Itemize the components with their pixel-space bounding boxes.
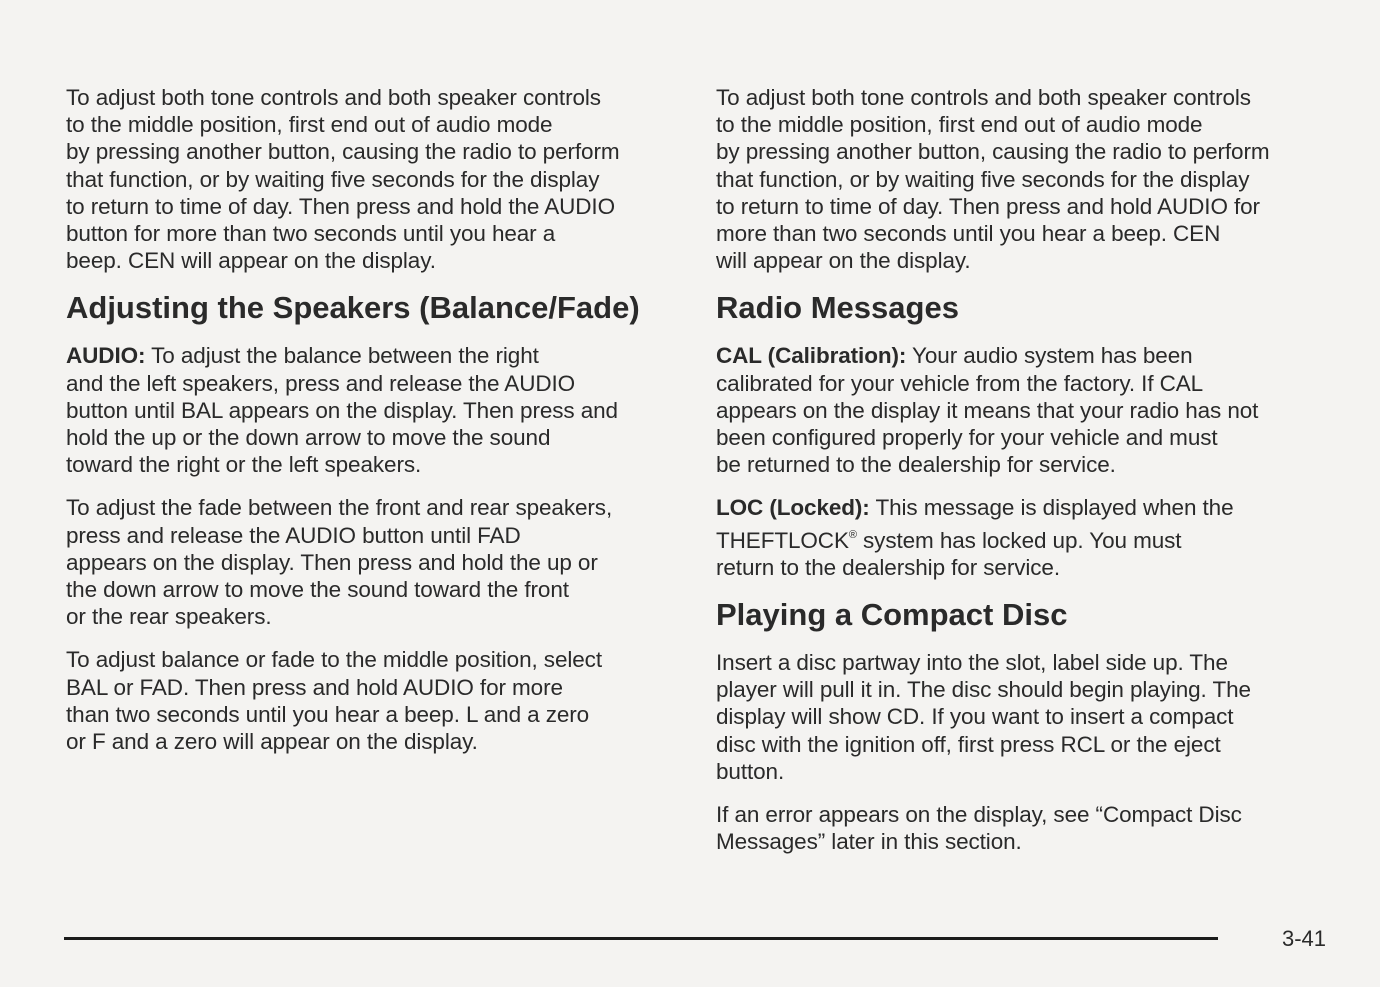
text-line: If an error appears on the display, see “Compact Disc bbox=[716, 802, 1242, 828]
text-line: and the left speakers, press and release the AUDIO bbox=[66, 370, 576, 396]
text-line: appears on the display it means that your radio has not bbox=[716, 397, 1259, 423]
right-column bbox=[716, 84, 1326, 871]
right-intro-paragraph bbox=[716, 84, 1326, 274]
text-line: be returned to the dealership for service. bbox=[716, 452, 1116, 478]
text-span: system has locked up. You must bbox=[856, 527, 1182, 553]
text-line: to return to time of day. Then press and hold AUDIO for bbox=[716, 193, 1260, 219]
text-line: player will pull it in. The disc should begin playing. The bbox=[716, 677, 1251, 703]
text-line bbox=[66, 342, 676, 369]
text-line: will appear on the display. bbox=[716, 248, 971, 274]
text-line: the down arrow to move the sound toward the front bbox=[66, 577, 569, 603]
audio-paragraph bbox=[66, 342, 676, 478]
loc-label: LOC (Locked): bbox=[716, 495, 870, 521]
heading-adjusting-speakers: Adjusting the Speakers (Balance/Fade) bbox=[66, 290, 640, 326]
text-line: Insert a disc partway into the slot, label side up. The bbox=[716, 650, 1228, 676]
text-span: To adjust the balance between the right bbox=[145, 343, 539, 369]
text-line: calibrated for your vehicle from the factory. If CAL bbox=[716, 370, 1204, 396]
text-line: by pressing another button, causing the radio to perform bbox=[66, 139, 620, 165]
text-line: by pressing another button, causing the radio to perform bbox=[716, 139, 1270, 165]
left-intro-paragraph bbox=[66, 84, 676, 274]
theftlock-word: THEFTLOCK bbox=[716, 527, 849, 553]
text-line: return to the dealership for service. bbox=[716, 554, 1060, 580]
text-line: button until BAL appears on the display. Then press and bbox=[66, 397, 618, 423]
text-line: appears on the display. Then press and hold the up or bbox=[66, 549, 598, 575]
text-line: press and release the AUDIO button until FAD bbox=[66, 522, 521, 548]
text-line: that function, or by waiting five seconds for the display bbox=[66, 166, 600, 192]
footer-rule bbox=[64, 937, 1218, 940]
text-line bbox=[716, 522, 1326, 554]
text-line: BAL or FAD. Then press and hold AUDIO for more bbox=[66, 674, 563, 700]
text-line: to the middle position, first end out of audio mode bbox=[716, 112, 1203, 138]
heading-radio-messages: Radio Messages bbox=[716, 290, 959, 326]
text-line: or the rear speakers. bbox=[66, 604, 272, 630]
registered-mark: ® bbox=[848, 528, 857, 541]
text-line: toward the right or the left speakers. bbox=[66, 452, 422, 478]
audio-label: AUDIO: bbox=[66, 343, 146, 369]
text-line: To adjust both tone controls and both speaker controls bbox=[716, 85, 1251, 110]
text-line: To adjust the fade between the front and rear speakers, bbox=[66, 495, 613, 521]
fade-paragraph bbox=[66, 494, 676, 630]
text-span: Your audio system has been bbox=[906, 343, 1193, 369]
text-line: Messages” later in this section. bbox=[716, 829, 1022, 855]
error-paragraph bbox=[716, 801, 1326, 855]
text-line: than two seconds until you hear a beep. L and a zero bbox=[66, 701, 590, 727]
cal-label: CAL (Calibration): bbox=[716, 343, 907, 369]
text-line: To adjust both tone controls and both speaker controls bbox=[66, 85, 601, 110]
text-line: To adjust balance or fade to the middle position, select bbox=[66, 647, 602, 673]
text-line: been configured properly for your vehicle and must bbox=[716, 425, 1218, 451]
text-line: button. bbox=[716, 758, 785, 784]
text-line: beep. CEN will appear on the display. bbox=[66, 248, 436, 274]
text-line: hold the up or the down arrow to move the sound bbox=[66, 425, 551, 451]
text-line: to the middle position, first end out of audio mode bbox=[66, 112, 553, 138]
cd-paragraph bbox=[716, 649, 1326, 785]
cal-paragraph bbox=[716, 342, 1326, 478]
left-column bbox=[66, 84, 676, 771]
text-line: or F and a zero will appear on the display. bbox=[66, 729, 478, 755]
text-line: to return to time of day. Then press and hold the AUDIO bbox=[66, 193, 615, 219]
text-span: This message is displayed when the bbox=[869, 495, 1234, 521]
page-number: 3-41 bbox=[1282, 926, 1327, 951]
text-line: button for more than two seconds until you hear a bbox=[66, 221, 556, 247]
text-line: more than two seconds until you hear a beep. CEN bbox=[716, 221, 1221, 247]
text-line bbox=[716, 342, 1326, 369]
middle-position-paragraph bbox=[66, 646, 676, 755]
heading-playing-compact-disc: Playing a Compact Disc bbox=[716, 597, 1068, 633]
loc-paragraph bbox=[716, 494, 1326, 581]
text-line: that function, or by waiting five seconds for the display bbox=[716, 166, 1250, 192]
text-line: disc with the ignition off, first press RCL or the eject bbox=[716, 731, 1221, 757]
text-line bbox=[716, 494, 1326, 521]
text-line: display will show CD. If you want to insert a compact bbox=[716, 704, 1234, 730]
